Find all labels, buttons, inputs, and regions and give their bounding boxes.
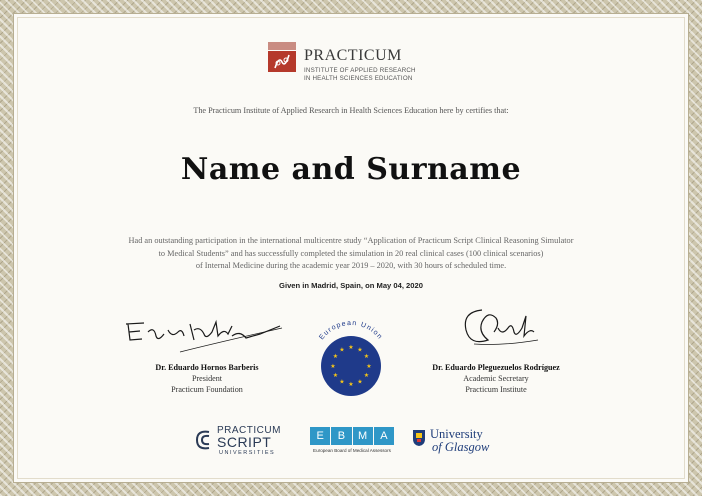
signatory-name: Dr. Eduardo Pleguezuelos Rodríguez	[432, 363, 560, 372]
svg-text:★: ★	[357, 378, 363, 386]
ebma-subtitle: European Board of Medical Assessors	[313, 448, 391, 453]
signatory-role: Academic Secretary	[463, 374, 529, 383]
certificate-body	[100, 235, 602, 273]
practicum-logo	[268, 42, 438, 88]
ebma-letter: M	[353, 427, 373, 445]
ebma-letter: B	[331, 427, 351, 445]
ebma-letter: E	[310, 427, 330, 445]
right-signature	[452, 302, 552, 362]
svg-text:★: ★	[348, 381, 354, 388]
right-signatory	[411, 362, 581, 395]
practicum-script-line2: SCRIPT	[217, 434, 272, 450]
practicum-emblem-icon	[268, 42, 296, 72]
body-line: to Medical Students” and has successfully completed the simulation in 20 real clinical cases (100 clinical scenarios)	[158, 248, 544, 258]
svg-text:★: ★	[366, 363, 372, 370]
seal-text: European Union	[318, 319, 384, 342]
svg-text:★: ★	[332, 372, 339, 379]
practicum-script-line1: PRACTICUM	[217, 425, 281, 436]
left-signatory	[122, 362, 292, 395]
svg-text:★: ★	[339, 378, 345, 386]
logo-name: PRACTICUM	[304, 47, 402, 64]
svg-text:★: ★	[348, 344, 354, 351]
logo-subtitle-line: INSTITUTE OF APPLIED RESEARCH	[304, 67, 416, 74]
signatory-org: Practicum Foundation	[171, 385, 243, 394]
svg-text:★: ★	[363, 353, 370, 360]
body-line: Had an outstanding participation in the international multicentre study “Application of Practicum Script Clinical Reasoning Simulator	[128, 236, 574, 245]
ebma-logo	[310, 425, 394, 459]
glasgow-line2: of Glasgow	[432, 440, 490, 454]
glasgow-crest-icon	[412, 429, 426, 447]
svg-text:★: ★	[332, 353, 339, 360]
svg-text:★: ★	[339, 346, 345, 354]
svg-text:★: ★	[330, 363, 336, 370]
signatory-name: Dr. Eduardo Hornos Barberis	[155, 363, 259, 372]
body-line: of Internal Medicine during the academic year 2019 – 2020, with 30 hours of scheduled time.	[195, 261, 507, 270]
svg-text:★: ★	[357, 346, 363, 354]
svg-text:★: ★	[363, 372, 370, 379]
given-date-text: Given in Madrid, Spain, on May 04, 2020	[279, 281, 423, 290]
glasgow-line1: University	[430, 427, 483, 441]
practicum-script-line3: UNIVERSITIES	[219, 450, 276, 456]
intro-text: The Practicum Institute of Applied Research in Health Sciences Education here by certifies that:	[193, 106, 509, 115]
european-union-seal	[302, 316, 400, 400]
ebma-letters	[310, 427, 394, 445]
logo-subtitle	[304, 67, 444, 82]
glasgow-logo	[412, 425, 508, 459]
practicum-script-emblem-icon	[193, 428, 213, 452]
left-signature	[120, 312, 290, 362]
signatory-role: President	[191, 374, 223, 383]
recipient-name: Name and Surname	[180, 152, 522, 187]
practicum-script-logo	[193, 425, 293, 459]
signatory-org: Practicum Institute	[465, 385, 527, 394]
logo-subtitle-line: IN HEALTH SCIENCES EDUCATION	[304, 74, 413, 82]
ebma-letter: A	[374, 427, 394, 445]
